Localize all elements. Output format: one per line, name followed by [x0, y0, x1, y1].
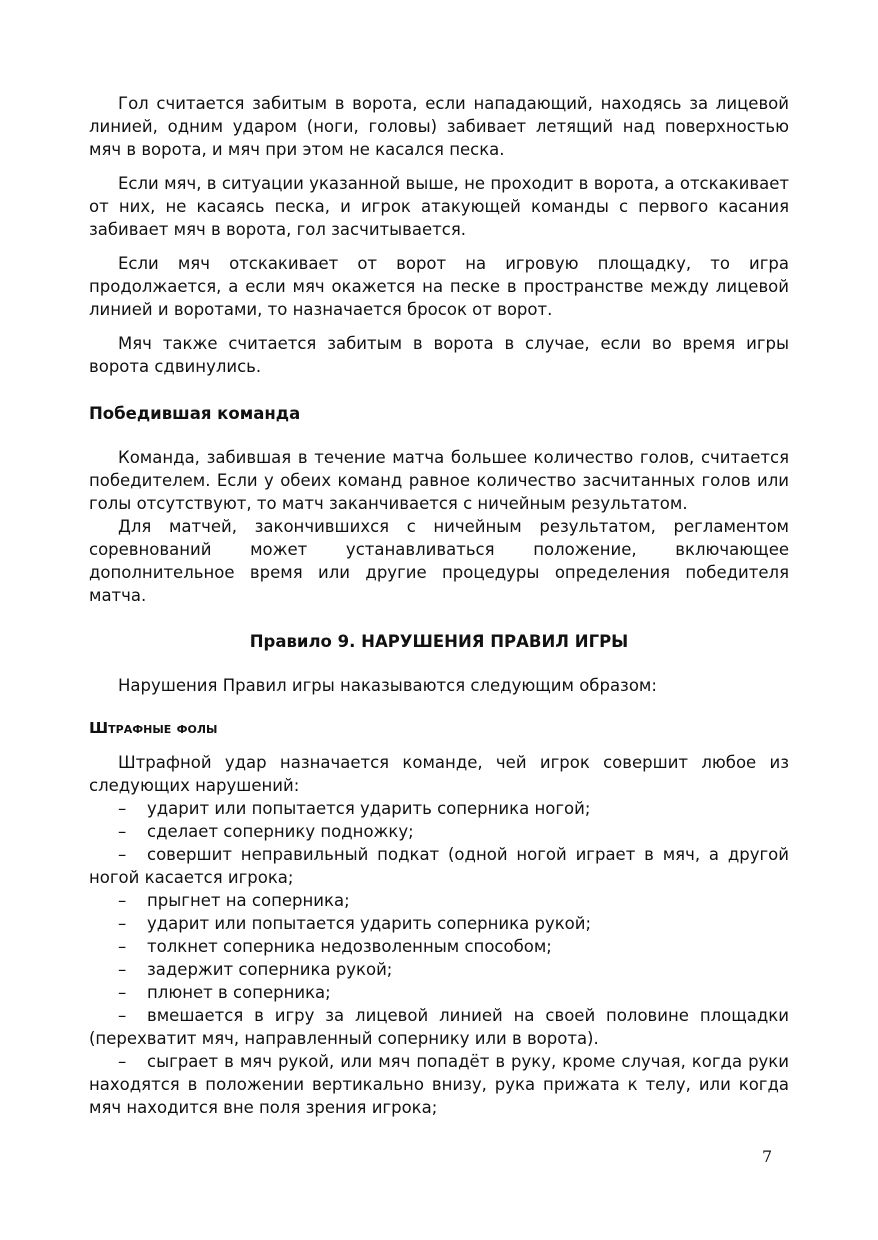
list-item: – толкнет соперника недозволенным способом; [118, 937, 552, 956]
list-item: – сыграет в мяч рукой, или мяч попадёт в руку, кроме случая, когда руки находятся в положении вертикально внизу, рука прижата к телу, или когда мяч находится вне поля зрения игрока; [89, 1052, 789, 1117]
list-dash: – [118, 983, 127, 1002]
list-item: – сделает сопернику подножку; [118, 822, 414, 841]
list-dash: – [118, 937, 127, 956]
fouls-list [89, 797, 789, 1119]
list-item: – вмешается в игру за лицевой линией на своей половине площадки (перехватит мяч, направленный сопернику или в ворота). [89, 1006, 789, 1048]
rule-heading: Правило 9. НАРУШЕНИЯ ПРАВИЛ ИГРЫ [249, 632, 629, 651]
paragraph-draw: Для матчей, закончившихся с ничейным результатом, регламентом соревнований может устанавливаться положение, включающее дополнительное время или другие процедуры определения победителя матча. [89, 517, 789, 605]
fouls-heading: Штрафные фолы [89, 719, 218, 737]
list-dash: – [118, 914, 127, 933]
list-dash: – [118, 845, 127, 864]
list-dash: – [118, 960, 127, 979]
list-dash: – [118, 1006, 127, 1025]
list-dash: – [118, 891, 127, 910]
list-item: – ударит или попытается ударить соперника рукой; [118, 914, 592, 933]
list-dash: – [118, 822, 127, 841]
paragraph-goal-scored: Гол считается забитым в ворота, если нападающий, находясь за лицевой линией, одним ударом (ноги, головы) забивает летящий над поверхностью мяч в ворота, и мяч при этом не касался песка. [89, 94, 789, 159]
rule-intro: Нарушения Правил игры наказываются следующим образом: [118, 676, 657, 695]
paragraph-goal-moved: Мяч также считается забитым в ворота в случае, если во время игры ворота сдвинулись. [89, 334, 789, 376]
list-dash: – [118, 1052, 127, 1071]
paragraph-winner: Команда, забившая в течение матча большее количество голов, считается победителем. Если у обеих команд равное количество засчитанных голов или голы отсутствуют, то матч заканчивается с ничейным результатом. [89, 448, 789, 513]
page-content [89, 92, 789, 1119]
fouls-intro: Штрафной удар назначается команде, чей игрок совершит любое из следующих нарушений: [89, 753, 789, 795]
list-item: – задержит соперника рукой; [118, 960, 393, 979]
paragraph-rebound-goal: Если мяч, в ситуации указанной выше, не проходит в ворота, а отскакивает от них, не касаясь песка, и игрок атакующей команды с первого касания забивает мяч в ворота, гол засчитывается. [89, 174, 789, 239]
page-number: 7 [762, 1147, 773, 1166]
list-item: – прыгнет на соперника; [118, 891, 350, 910]
list-item: – плюнет в соперника; [118, 983, 331, 1002]
list-dash: – [118, 799, 127, 818]
paragraph-rebound-play: Если мяч отскакивает от ворот на игровую площадку, то игра продолжается, а если мяч окажется на песке в пространстве между лицевой линией и воротами, то назначается бросок от ворот. [89, 254, 789, 319]
winner-heading: Победившая команда [89, 404, 301, 423]
list-item: – совершит неправильный подкат (одной ногой играет в мяч, а другой ногой касается игрока; [89, 845, 789, 887]
list-item: – ударит или попытается ударить соперника ногой; [118, 799, 591, 818]
